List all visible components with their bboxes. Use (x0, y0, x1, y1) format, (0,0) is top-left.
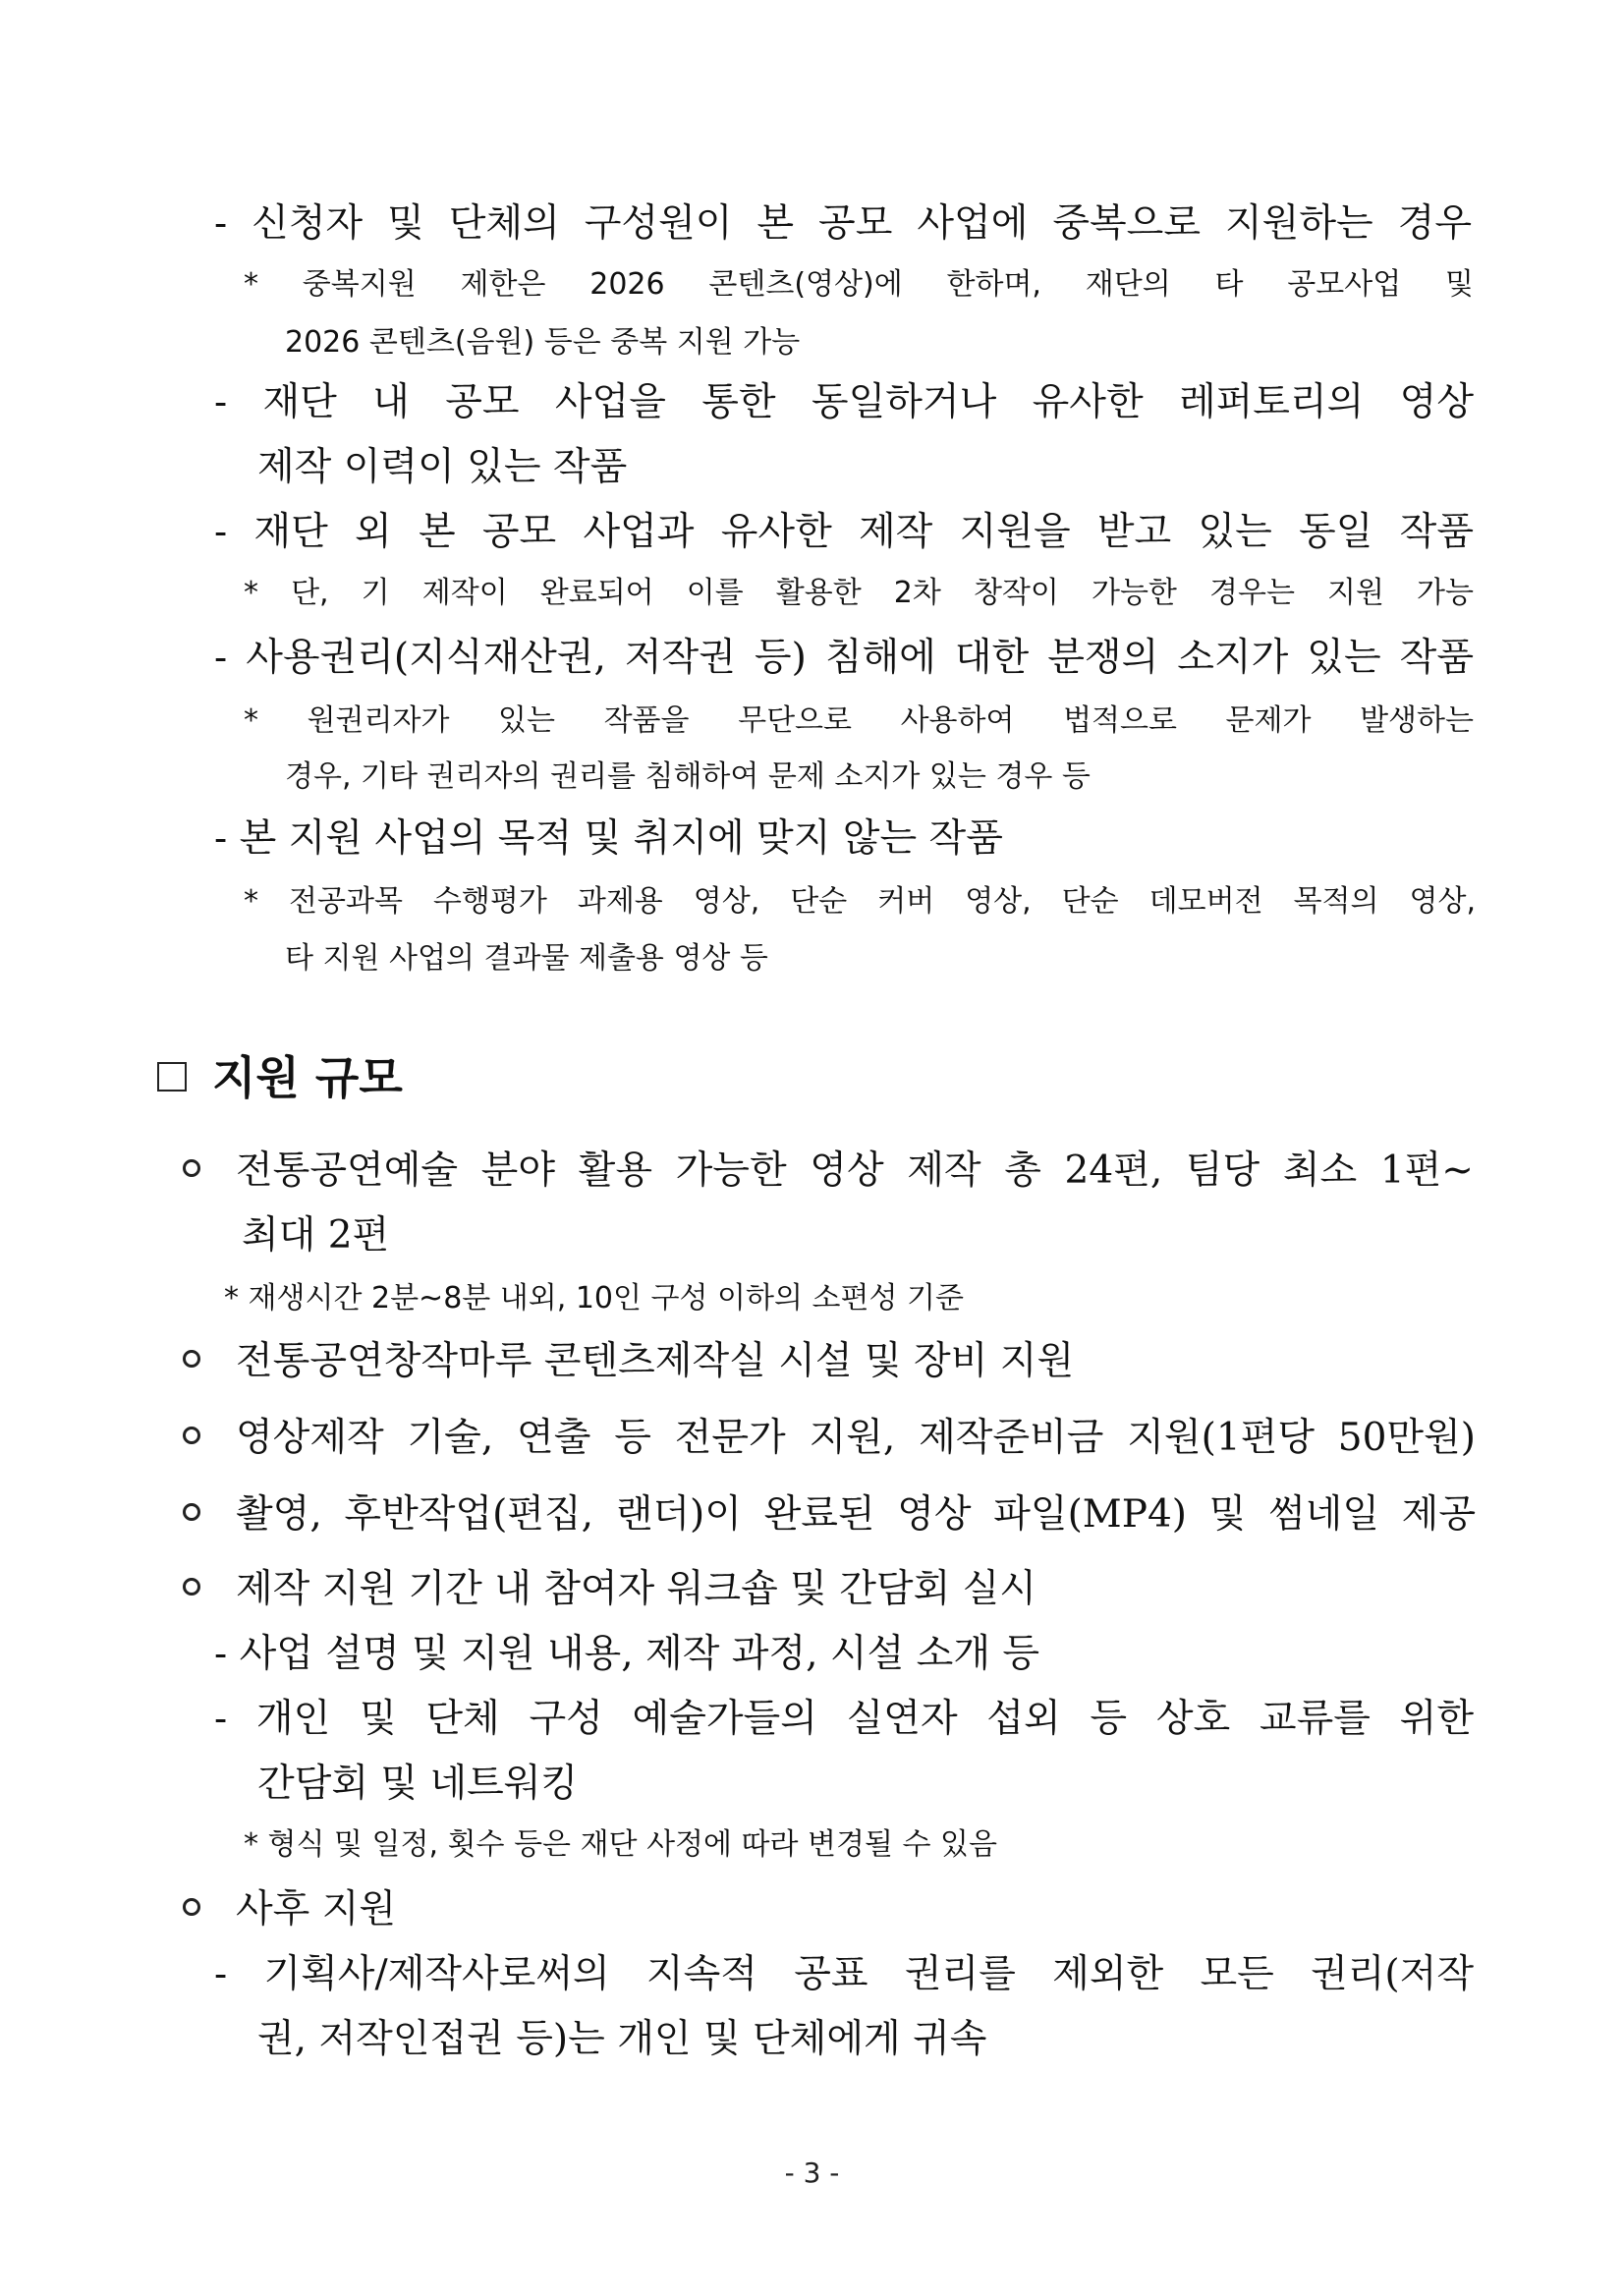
item-workshop: 제작 지원 기간 내 참여자 워크숍 및 간담회 실시 (236, 1567, 1036, 1611)
circle-bullet-icon (183, 1350, 200, 1368)
circle-bullet-icon (183, 1427, 200, 1444)
item-deliverables: 촬영, 후반작업(편집, 랜더)이 완료된 영상 파일(MP4) 및 썸네일 제공 (236, 1492, 1476, 1537)
circle-bullet-icon (183, 1578, 200, 1596)
note-duplicate-limit-cont: 2026 콘텐츠(음원) 등은 중복 지원 가능 (285, 325, 801, 360)
item-networking-cont: 간담회 및 네트워킹 (257, 1762, 579, 1806)
item-networking: - 개인 및 단체 구성 예술가들의 실연자 섭외 등 상호 교류를 위한 (214, 1697, 1474, 1741)
page-number: - 3 - (784, 2156, 840, 2189)
item-facility-support: 전통공연창작마루 콘텐츠제작실 시설 및 장비 지원 (236, 1339, 1075, 1383)
note-schedule-change: * 형식 및 일정, 횟수 등은 재단 사정에 따라 변경될 수 있음 (244, 1827, 997, 1862)
note-secondary-creation: * 단, 기 제작이 완료되어 이를 활용한 2차 창작이 가능한 경우는 지원 가능 (244, 576, 1474, 610)
item-external-support: - 재단 외 본 공모 사업과 유사한 제작 지원을 받고 있는 동일 작품 (214, 510, 1474, 554)
item-same-repertoire: - 재단 내 공모 사업을 통한 동일하거나 유사한 레퍼토리의 영상 (214, 380, 1474, 424)
note-purpose-mismatch: * 전공과목 수행평가 과제용 영상, 단순 커버 영상, 단순 데모버전 목적의 영상, (244, 884, 1476, 919)
item-workshop-detail: - 사업 설명 및 지원 내용, 제작 과정, 시설 소개 등 (214, 1632, 1040, 1676)
checkbox-square-icon (157, 1062, 187, 1092)
item-video-count: 전통공연예술 분야 활용 가능한 영상 제작 총 24편, 팀당 최소 1편~ (236, 1148, 1474, 1193)
item-video-count-cont: 최대 2편 (242, 1213, 390, 1258)
item-same-repertoire-cont: 제작 이력이 있는 작품 (257, 445, 628, 489)
circle-bullet-icon (183, 1159, 200, 1177)
note-runtime: * 재생시간 2분~8분 내외, 10인 구성 이하의 소편성 기준 (224, 1281, 964, 1316)
item-expert-support: 영상제작 기술, 연출 등 전문가 지원, 제작준비금 지원(1편당 50만원) (236, 1416, 1476, 1460)
circle-bullet-icon (183, 1503, 200, 1521)
section-heading-support-scale (157, 1043, 403, 1106)
item-purpose-mismatch: - 본 지원 사업의 목적 및 취지에 맞지 않는 작품 (214, 816, 1003, 861)
item-duplicate-application: - 신청자 및 단체의 구성원이 본 공모 사업에 중복으로 지원하는 경우 (214, 201, 1472, 246)
section-heading-text: 지원 규모 (212, 1051, 403, 1104)
item-post-support: 사후 지원 (236, 1887, 397, 1932)
note-rights-dispute-cont: 경우, 기타 권리자의 권리를 침해하여 문제 소지가 있는 경우 등 (285, 759, 1091, 794)
note-rights-dispute: * 원권리자가 있는 작품을 무단으로 사용하여 법적으로 문제가 발생하는 (244, 703, 1474, 738)
item-rights-ownership-cont: 권, 저작인접권 등)는 개인 및 단체에게 귀속 (257, 2017, 987, 2061)
item-rights-ownership: - 기획사/제작사로써의 지속적 공표 권리를 제외한 모든 권리(저작 (214, 1952, 1474, 1996)
note-purpose-mismatch-cont: 타 지원 사업의 결과물 제출용 영상 등 (285, 941, 768, 976)
item-rights-dispute: - 사용권리(지식재산권, 저작권 등) 침해에 대한 분쟁의 소지가 있는 작품 (214, 636, 1474, 680)
circle-bullet-icon (183, 1898, 200, 1916)
note-duplicate-limit: * 중복지원 제한은 2026 콘텐츠(영상)에 한하며, 재단의 타 공모사업 및 (244, 267, 1474, 302)
